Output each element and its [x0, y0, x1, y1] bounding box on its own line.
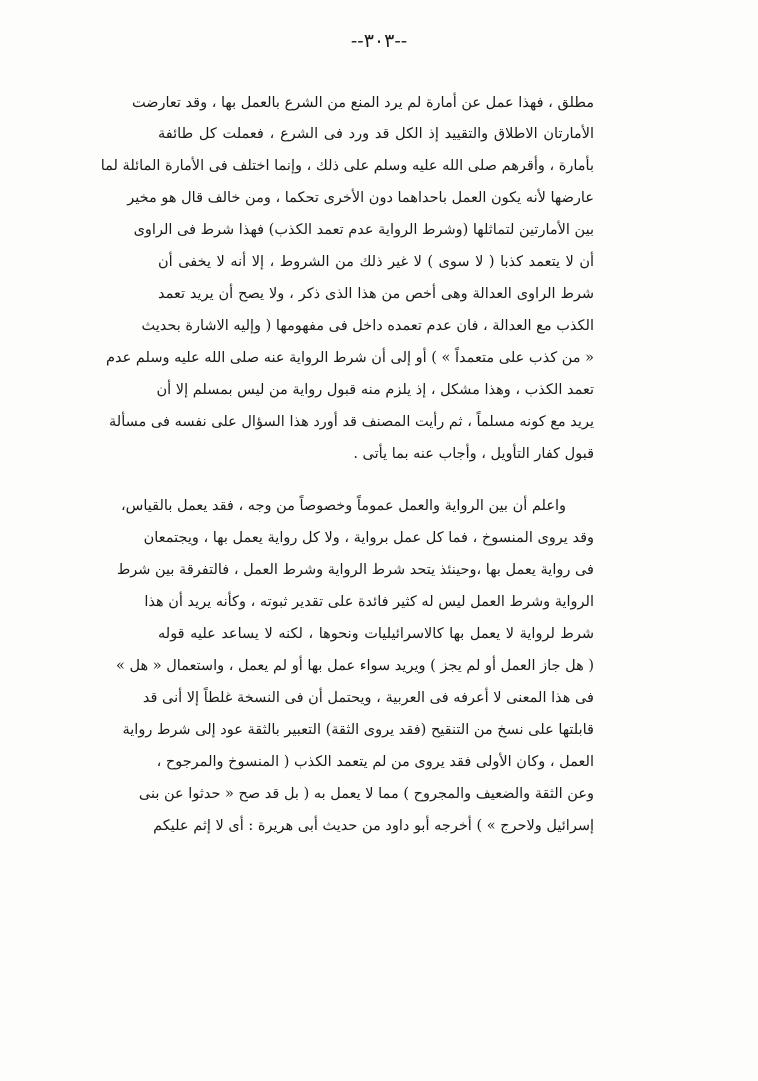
paragraph-2-line-7: فى هذا المعنى لا أعرفه فى العربية ، ويحتمل أن فى النسخة غلطاً إلا أنى قد — [142, 690, 594, 706]
paragraph-1-line-1: مطلق ، فهذا عمل عن أمارة لم يرد المنع من الشرع بالعمل بها ، وقد تعارضت — [131, 95, 594, 111]
paragraph-1-line-4: عارضها لأنه يكون العمل باحداهما دون الأخرى تحكما ، ومن خالف قال هو مخير — [127, 190, 594, 206]
paragraph-1-line-12: قبول كفار التأويل ، وأجاب عنه بما يأتى . — [353, 446, 594, 462]
paragraph-1-line-5: بين الأمارتين لتماثلها (وشرط الرواية عدم تعمد الكذب) فهذا شرط فى الراوى — [133, 222, 594, 238]
paragraph-2-line-2: وقد يروى المنسوخ ، فما كل عمل برواية ، ولا كل رواية يعمل بها ، ويجتمعان — [143, 530, 594, 546]
page-number: --٣٠٣-- — [350, 30, 408, 52]
paragraph-2-line-6: ( هل جاز العمل أو لم يجز ) ويريد سواء عمل بها أو لم يعمل ، واستعمال « هل » — [116, 658, 594, 674]
paragraph-1-line-7: شرط الراوى العدالة وهى أخص من هذا الذى ذكر ، ولا يصح أن يريد تعمد — [158, 286, 594, 302]
paragraph-2-line-4: الرواية وشرط العمل ليس له كثير فائدة على تقدير ثبوته ، وكأنه يريد أن هذا — [144, 594, 594, 610]
paragraph-2-line-8: قابلتها على نسخ من التنقيح (فقد يروى الثقة) التعبير بالثقة عود إلى شرط رواية — [122, 722, 594, 738]
paragraph-1-line-8: الكذب مع العدالة ، فان عدم تعمده داخل فى مفهومها ( وإليه الاشارة بحديث — [141, 318, 594, 334]
paragraph-2-line-11: إسرائيل ولاحرج » ) أخرجه أبو داود من حديث أبى هريرة : أى لا إثم عليكم — [153, 818, 594, 834]
paragraph-1-line-6: أن لا يتعمد كذبا ( لا سوى ) لا غير ذلك من الشروط ، إلا أنه لا يخفى أن — [158, 254, 594, 270]
paragraph-1-line-9: « من كذب على متعمداً » ) أو إلى أن شرط الرواية عنه صلى الله عليه وسلم عدم — [106, 350, 594, 366]
paragraph-1-line-3: بأمارة ، وأقرهم صلى الله عليه وسلم على ذلك ، وإنما اختلف فى الأمارة المائلة لما — [100, 158, 594, 174]
paragraph-1-line-10: تعمد الكذب ، وهذا مشكل ، إذ يلزم منه قبول رواية من ليس بمسلم إلا أن — [156, 382, 594, 398]
paragraph-2-line-5: شرط لرواية لا يعمل بها كالاسرائيليات ونحوها ، لكنه لا يساعد عليه قوله — [158, 626, 594, 642]
paragraph-1-line-11: يريد مع كونه مسلماً ، ثم رأيت المصنف قد أورد هذا السؤال على نفسه فى مسألة — [109, 414, 594, 430]
paragraph-2-line-9: العمل ، وكان الأولى فقد يروى من لم يتعمد الكذب ( المنسوخ والمرجوح ، — [156, 754, 594, 770]
paragraph-2-line-3: فى رواية يعمل بها ،وحينئذ يتحد شرط الرواية وشرط العمل ، فالتفرقة بين شرط — [116, 562, 594, 578]
paragraph-1-line-2: الأمارتان الاطلاق والتقييد إذ الكل قد ورد فى الشرع ، فعملت كل طائفة — [158, 126, 594, 142]
paragraph-2-line-10: وعن الثقة والضعيف والمجروح ) مما لا يعمل به ( بل قد صح « حدثوا عن بنى — [138, 786, 594, 802]
paragraph-2-line-1: واعلم أن بين الرواية والعمل عموماً وخصوصاً من وجه ، فقد يعمل بالقياس، — [120, 498, 566, 514]
